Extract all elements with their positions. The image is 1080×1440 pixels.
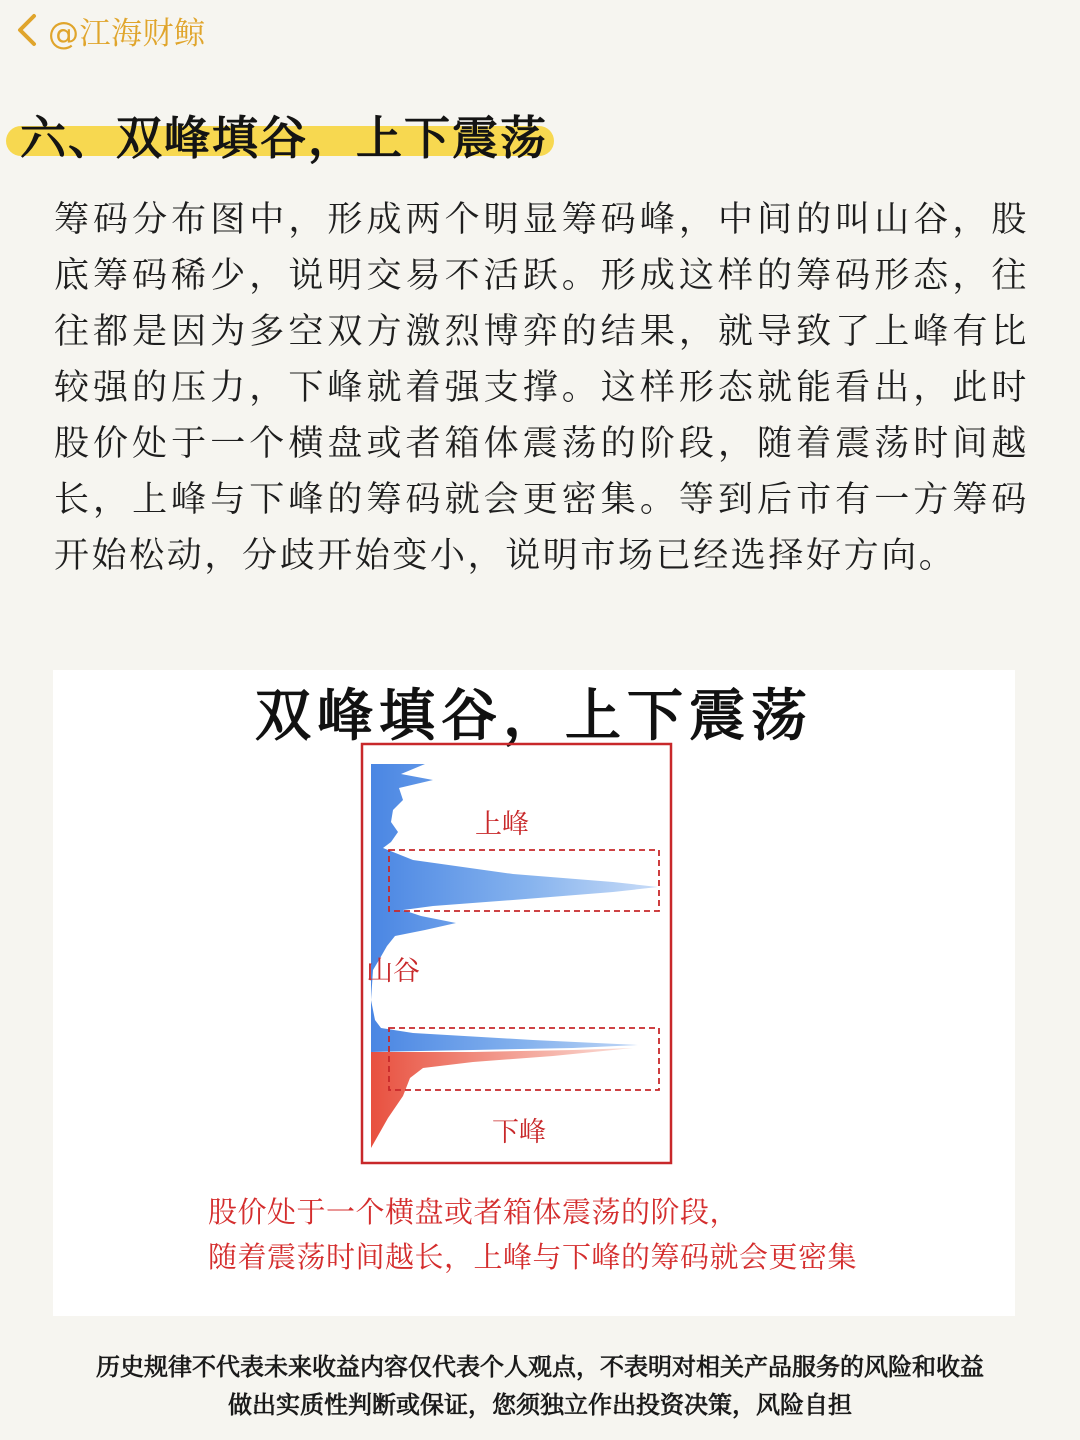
caption-line-2: 随着震荡时间越长，上峰与下峰的筹码就会更密集 — [208, 1240, 858, 1274]
author-handle[interactable]: @江海财鲸 — [48, 15, 206, 52]
chart-frame — [362, 744, 671, 1163]
chevron-left-icon[interactable] — [14, 10, 40, 50]
disclaimer-line-2: 做出实质性判断或保证，您须独立作出投资决策，风险自担 — [228, 1391, 852, 1419]
upper-chip-profile — [371, 764, 658, 1052]
chip-distribution-figure — [53, 670, 1015, 1316]
figure-caption — [208, 1190, 1008, 1280]
lower-peak-label: 下峰 — [492, 1117, 546, 1147]
disclaimer — [0, 1348, 1080, 1424]
section-heading — [0, 100, 560, 164]
section-title: 六、双峰填谷，上下震荡 — [20, 111, 548, 165]
upper-peak-label: 上峰 — [475, 809, 529, 839]
disclaimer-line-1: 历史规律不代表未来收益内容仅代表个人观点，不表明对相关产品服务的风险和收益 — [96, 1353, 984, 1381]
top-bar — [14, 8, 206, 52]
section-body: 筹码分布图中，形成两个明显筹码峰，中间的叫山谷，股底筹码稀少，说明交易不活跃。形成这样的筹码形态，往往都是因为多空双方激烈博弈的结果，就导致了上峰有比较强的压力，下峰就着强支撑。这样形态就能看出，此时股价处于一个横盘或者箱体震荡的阶段，随着震荡时间越长，上峰与下峰的筹码就会更密集。等到后市有一方筹码开始松动，分歧开始变小，说明市场已经选择好方向。 — [54, 200, 1029, 576]
figure-title: 双峰填谷，上下震荡 — [255, 683, 813, 749]
caption-line-1: 股价处于一个横盘或者箱体震荡的阶段， — [208, 1195, 740, 1229]
valley-label: 山谷 — [366, 956, 420, 986]
